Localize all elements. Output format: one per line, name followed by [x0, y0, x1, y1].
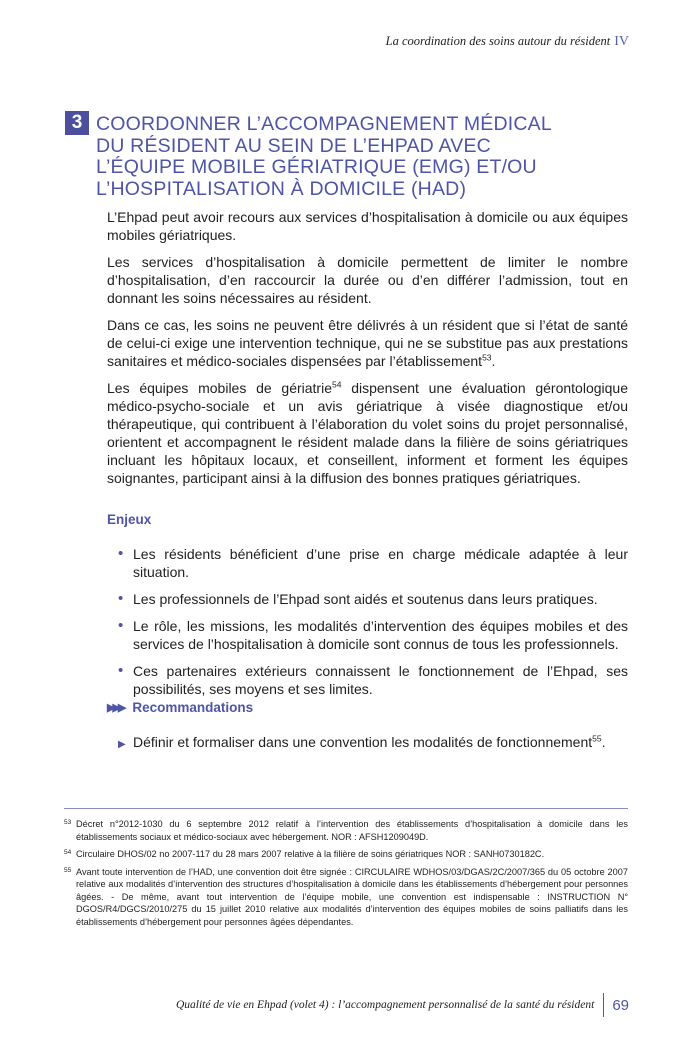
enjeux-item [118, 617, 628, 653]
footnote-ref[interactable]: 54 [332, 379, 342, 390]
footer-text: Qualité de vie en Ehpad (volet 4) : l’accompagnement personnalisé de la santé du résident [175, 999, 595, 1011]
footnote-ref[interactable]: 53 [482, 352, 492, 363]
recommandation-text: Définir et formaliser dans une convention les modalités de fonctionnement [133, 734, 593, 750]
bullet-icon: • [118, 662, 124, 679]
running-header [386, 34, 629, 50]
enjeux-list [118, 545, 628, 707]
footnote-divider [64, 808, 628, 809]
section-title-line: COORDONNER L’ACCOMPAGNEMENT MÉDICAL [96, 113, 552, 135]
section-title-line: L’ÉQUIPE MOBILE GÉRIATRIQUE (EMG) ET/OU [96, 156, 537, 178]
triangle-icon: ▶ [118, 739, 126, 750]
section-number-badge: 3 [65, 111, 89, 135]
paragraph [107, 379, 628, 487]
bullet-icon: • [118, 617, 124, 634]
page-number: 69 [612, 996, 629, 1014]
running-header-text: La coordination des soins autour du résident [385, 34, 611, 48]
paragraph: L’Ehpad peut avoir recours aux services d’hospitalisation à domicile ou aux équipes mobiles gériatriques. [107, 209, 628, 243]
footnote-ref[interactable]: 55 [592, 733, 602, 744]
footnote [64, 866, 628, 929]
recommandation-item [118, 733, 630, 754]
section-title-line: DU RÉSIDENT AU SEIN DE L’EHPAD AVEC [96, 134, 491, 157]
enjeux-item [118, 662, 628, 698]
recommandations-title: Recommandations [132, 700, 254, 715]
paragraph [107, 316, 628, 370]
enjeux-item [118, 545, 628, 581]
chapter-numeral: IV [614, 34, 629, 49]
section-title-line: L’HOSPITALISATION À DOMICILE (HAD) [96, 177, 467, 200]
footnote-number: 53 [64, 819, 72, 826]
enjeux-item-text: Les résidents bénéficient d’une prise en charge médicale adaptée à leur situation. [133, 546, 628, 580]
footnote-number: 54 [64, 849, 72, 856]
enjeux-item-text: Les professionnels de l’Ehpad sont aidés et soutenus dans leurs pratiques. [133, 591, 598, 607]
enjeux-heading: Enjeux [107, 512, 152, 527]
page-footer [176, 993, 629, 1017]
recommandation-end: . [601, 734, 606, 750]
paragraph-text: Dans ce cas, les soins ne peuvent être délivrés à un résident que si l’état de santé de celui-ci exige une intervention technique, qui ne se substitue pas aux prestations sanitaires et médico-sociales dispensées par l’établissement [107, 317, 628, 369]
paragraph-end: . [491, 353, 496, 369]
footnote [64, 848, 628, 861]
footnote-text: Avant toute intervention de l’HAD, une convention doit être signée : CIRCULAIRE WDHOS/03/DGAS/2C/2007/365 du 05 octobre 2007 relative aux modalités d’intervention des structures d’hospitalisation à domicile dans les établissements d’hébergement pour personnes âgées. - De même, avant tout intervention de l’équipe mobile, une convention est indispensable : INSTRUCTION N° DGOS/R4/DGCS/2010/275 du 15 juillet 2010 relative aux modalités d’intervention des équipes mobiles de soins palliatifs dans les établissements d’hébergement pour personnes âgées dépendantes. [76, 866, 628, 927]
section-title [96, 114, 616, 200]
triple-arrow-icon: ▶▶▶ [107, 702, 124, 714]
footnote-text: Décret n°2012-1030 du 6 septembre 2012 relatif à l’intervention des établissements d’hospitalisation à domicile dans les établissements sociaux et médico-sociaux avec hébergement. NOR : AFSH1209049D. [76, 819, 628, 842]
footer-separator [603, 993, 604, 1017]
enjeux-item [118, 590, 628, 608]
footnote [64, 818, 628, 843]
recommandations-heading [107, 700, 253, 715]
bullet-icon: • [118, 545, 124, 562]
paragraph-text: Les équipes mobiles de gériatrie [107, 380, 332, 396]
footnote-text: Circulaire DHOS/02 no 2007-117 du 28 mars 2007 relative à la filière de soins gériatriques NOR : SANH0730182C. [76, 849, 545, 859]
body-text [107, 208, 628, 496]
enjeux-item-text: Ces partenaires extérieurs connaissent le fonctionnement de l’Ehpad, ses possibilités, ses moyens et ses limites. [133, 663, 628, 697]
bullet-icon: • [118, 590, 124, 607]
enjeux-item-text: Le rôle, les missions, les modalités d’intervention des équipes mobiles et des services de l’hospitalisation à domicile sont connus de tous les professionnels. [133, 618, 628, 652]
footnotes [64, 818, 628, 933]
paragraph-text: dispensent une évaluation gérontologique médico-psycho-sociale et un avis gériatrique à visée diagnostique et/ou thérapeutique, qui contribuent à l’élaboration du volet soins du projet personnalisé, orientent et accompagnent le résident malade dans la filière de soins gériatriques incluant les hôpitaux locaux, et conseillent, informent et forment les équipes soignantes, participant ainsi à la diffusion des bonnes pratiques gériatriques. [107, 380, 628, 486]
footnote-number: 55 [64, 866, 72, 874]
paragraph: Les services d’hospitalisation à domicile permettent de limiter le nombre d’hospitalisation, d’en raccourcir la durée ou d’en différer l’admission, tout en donnant les soins nécessaires au résident. [107, 254, 628, 306]
